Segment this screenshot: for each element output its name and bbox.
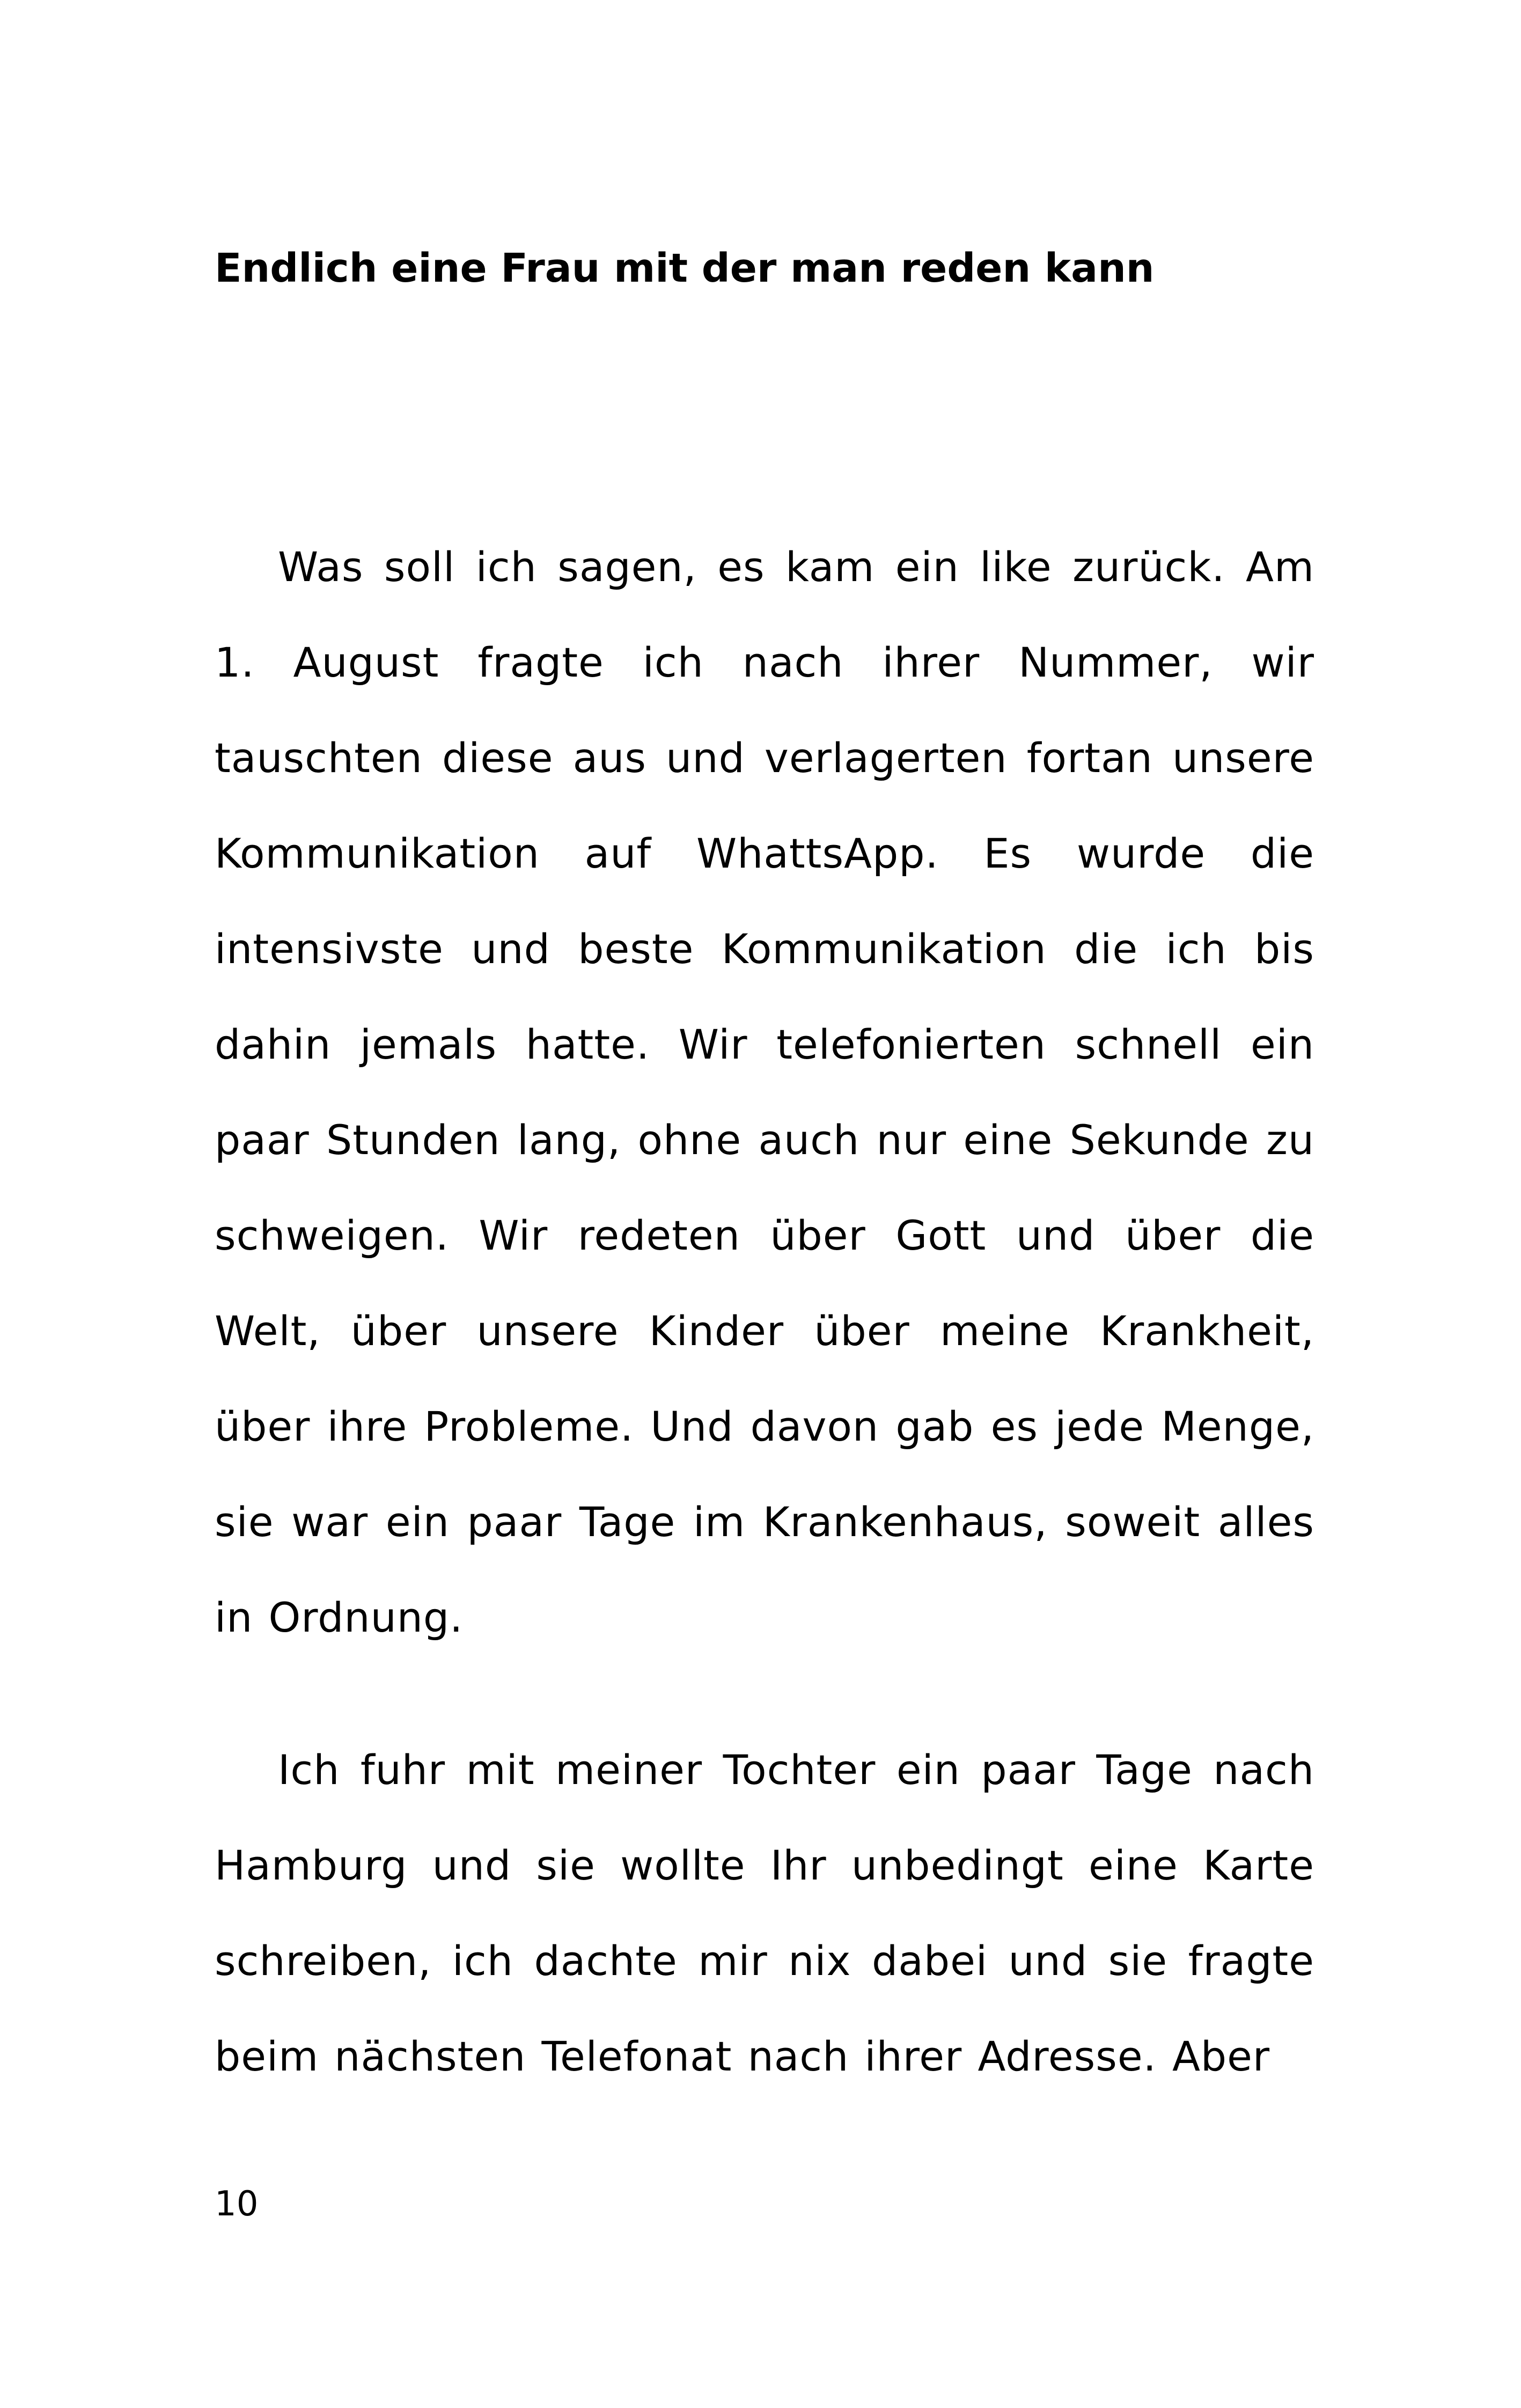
body-paragraph-2: Ich fuhr mit meiner Tochter ein paar Tage nach Hamburg und sie wollte Ihr unbedingt eine Karte schreiben, ich dachte mir nix dabei und sie fragte beim nächsten Telefonat nach ihrer Adresse. Aber <box>215 1746 1314 2080</box>
body-paragraph-1: Was soll ich sagen, es kam ein like zurück. Am 1. August fragte ich nach ihrer Nummer, wir tauschten diese aus und verlagerten fortan unsere Kommunikation auf WhattsApp. Es wurde die intensivste und beste Kommunikation die ich bis dahin jemals hatte. Wir telefonierten schnell ein paar Stunden lang, ohne auch nur eine Sekunde zu schweigen. Wir redeten über Gott und über die Welt, über unsere Kinder über meine Krankheit, über ihre Probleme. Und davon gab es jede Menge, sie war ein paar Tage im Krankenhaus, soweit alles in Ordnung. <box>215 543 1314 1641</box>
chapter-title: Endlich eine Frau mit der man reden kann <box>215 245 1155 291</box>
page-number: 10 <box>215 2184 259 2224</box>
